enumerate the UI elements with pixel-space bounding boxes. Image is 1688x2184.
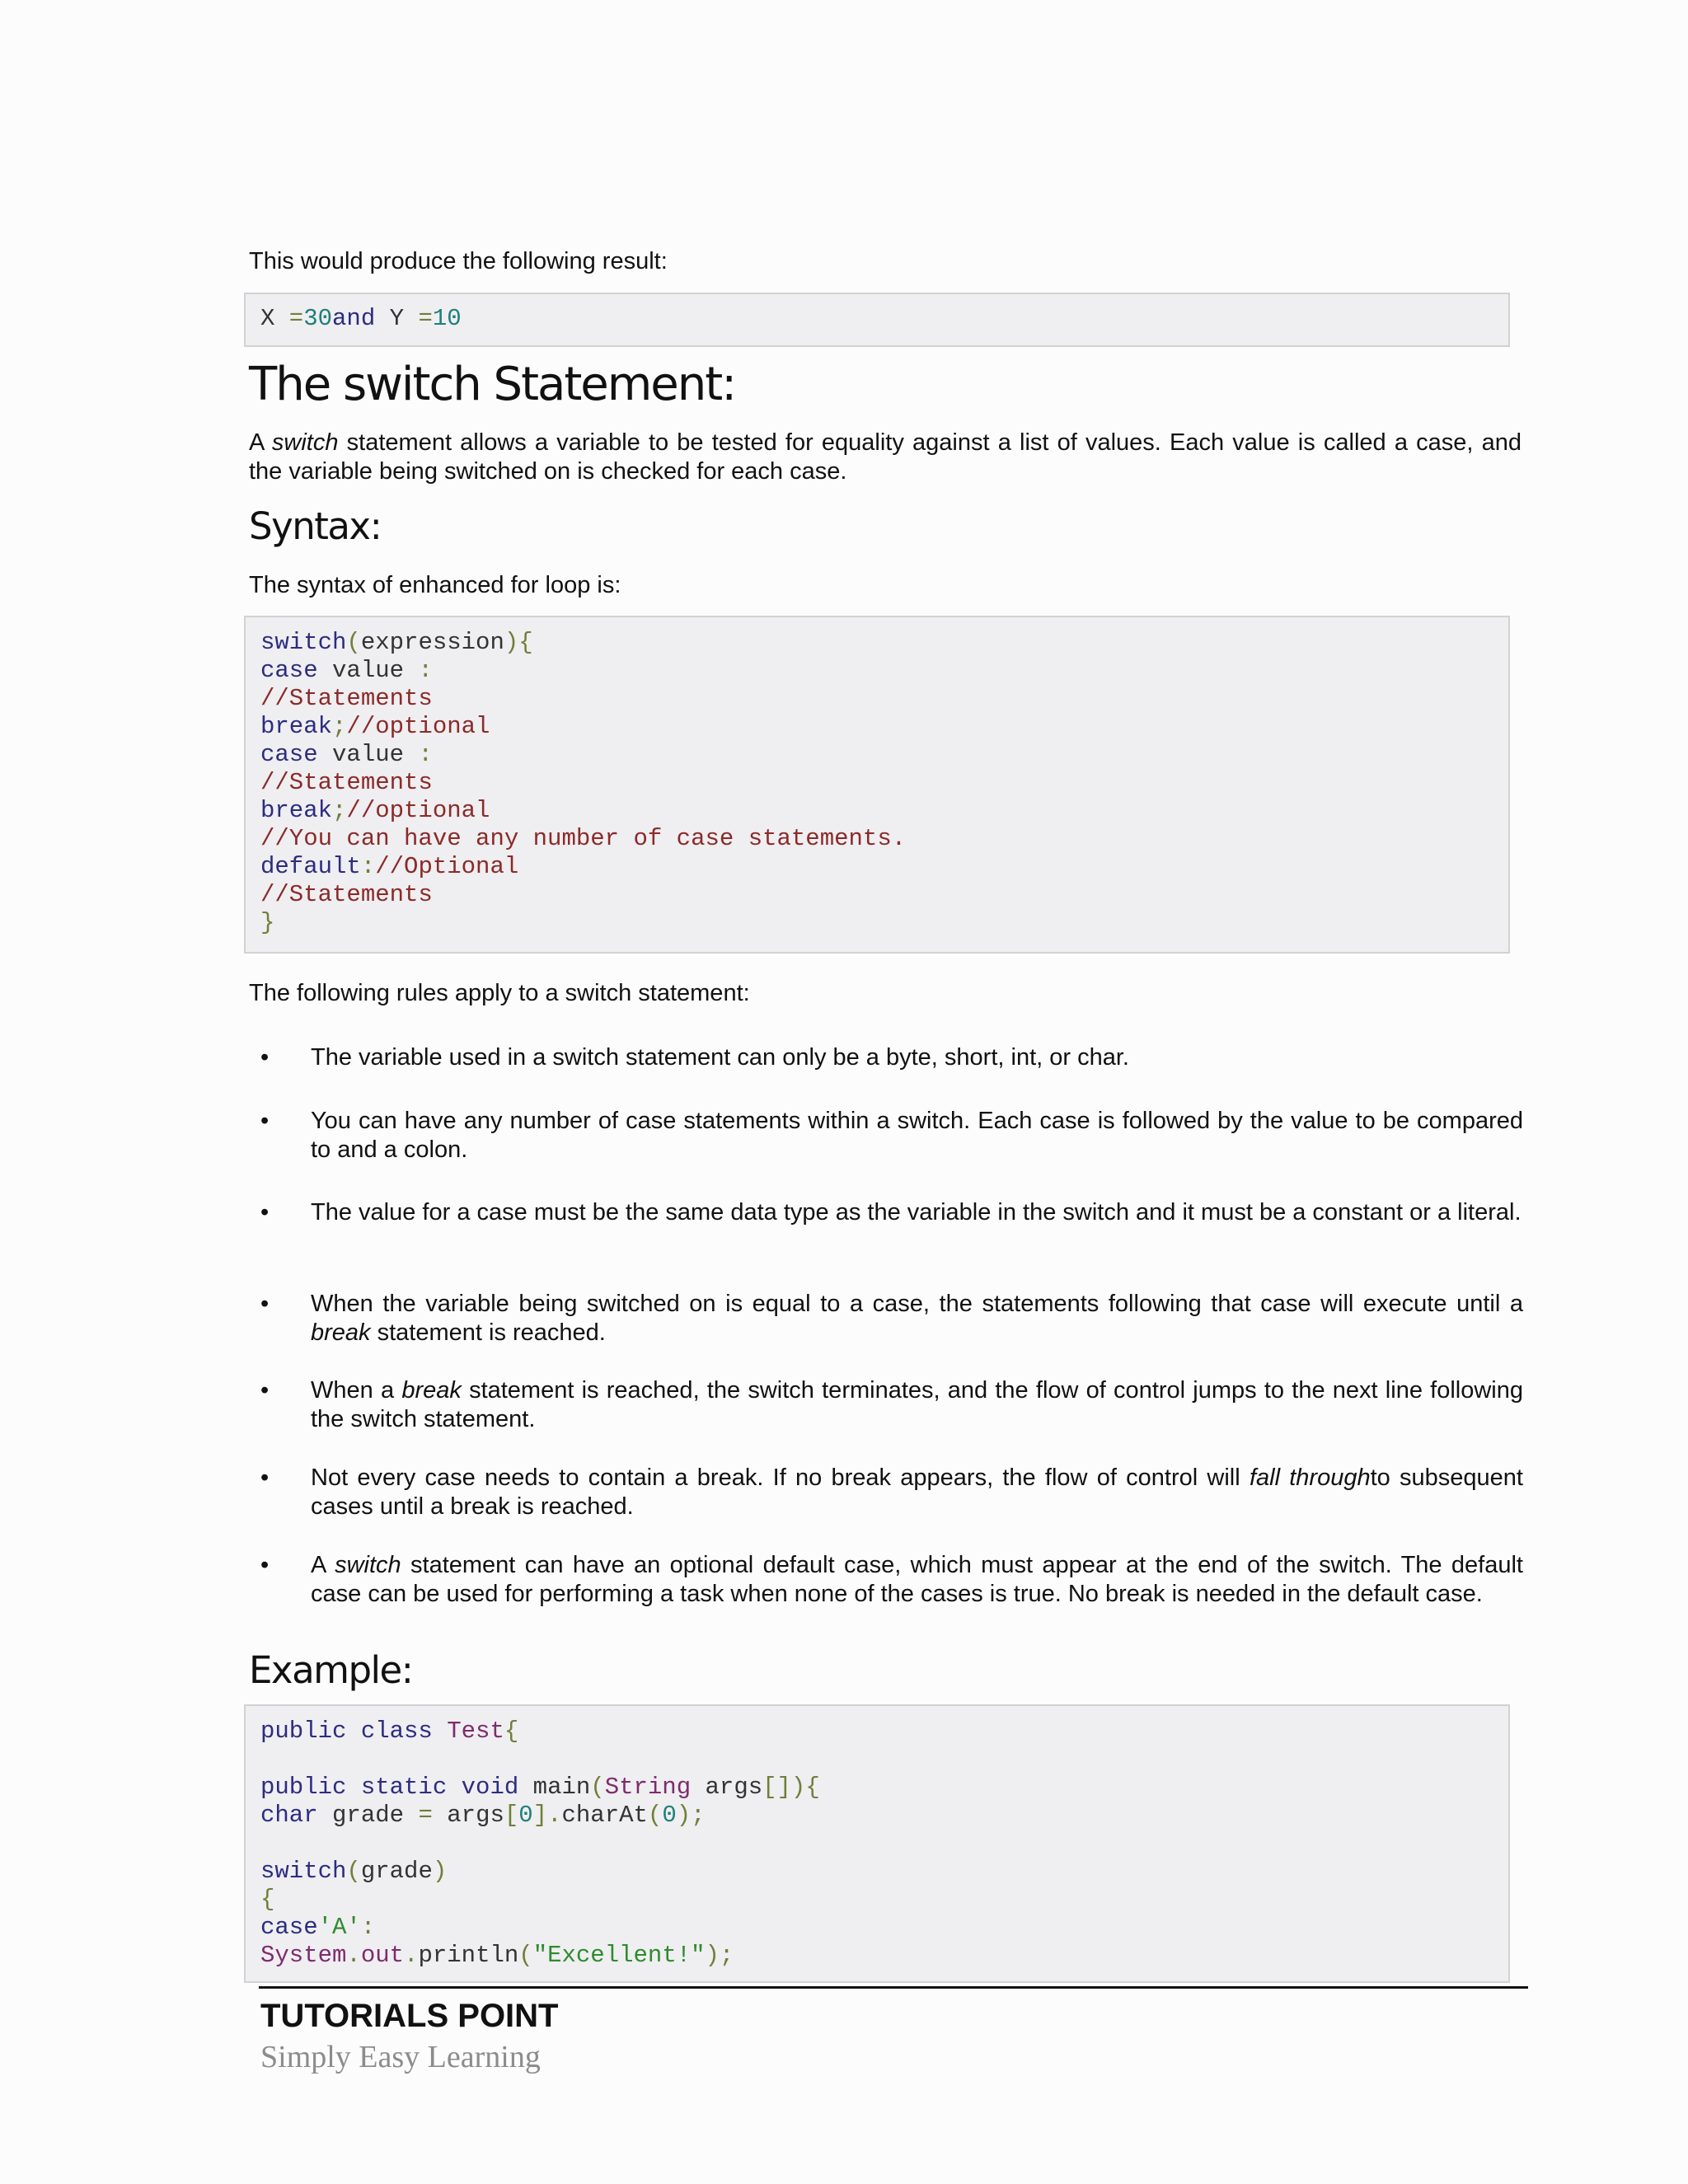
code-token: expression <box>360 629 504 656</box>
code-token: ; <box>332 797 347 824</box>
intro-text: This would produce the following result: <box>249 248 668 274</box>
code-token: //Statements <box>260 881 433 908</box>
code-token: //optional <box>346 713 490 740</box>
code-token: main <box>518 1774 591 1801</box>
code-token: String <box>604 1774 692 1801</box>
list-item-text <box>311 1376 1523 1434</box>
code-token: default <box>260 853 361 880</box>
code-token: Test <box>432 1718 504 1745</box>
code-token: //optional <box>346 797 490 824</box>
code-token: switch <box>260 1858 347 1885</box>
code-token: ); <box>676 1802 706 1829</box>
bullet-icon: • <box>260 1465 270 1491</box>
section-title: The switch Statement: <box>249 358 736 411</box>
code-token: switch <box>260 629 347 656</box>
code-token: 'A' <box>317 1914 361 1941</box>
code-token: ); <box>705 1942 734 1969</box>
text-run: A <box>249 429 272 456</box>
list-item-text: You can have any number of case statements within a switch. Each case is followed by the value to be compared to and a colon. <box>311 1108 1523 1163</box>
code-token: ( <box>346 1858 361 1885</box>
code-token: ( <box>647 1802 663 1829</box>
code-token: X <box>260 305 275 332</box>
code-token: = <box>274 305 304 332</box>
bullet-icon: • <box>260 1291 270 1317</box>
bullet-icon: • <box>260 1199 270 1226</box>
code-token: grade <box>360 1858 433 1885</box>
code-token: = <box>418 1802 433 1829</box>
code-token: } <box>260 909 275 936</box>
code-token: case <box>260 741 318 768</box>
list-item-text: The variable used in a switch statement can only be a byte, short, int, or char. <box>311 1044 1129 1071</box>
switch-description <box>249 429 1522 486</box>
footer-brand: TUTORIALS POINT <box>260 1998 559 2034</box>
text-run: statement can have an optional default case, which must appear at the end of the switch. The default case can be used for performing a task when none of the cases is true. No break is needed in the default case. <box>311 1552 1523 1607</box>
code-token: : <box>418 657 433 684</box>
code-token: charAt <box>561 1802 648 1829</box>
code-token: ( <box>518 1942 533 1969</box>
text-run-emphasis: fall through <box>1249 1465 1371 1491</box>
code-token: ]. <box>532 1802 562 1829</box>
code-token: public class <box>260 1718 433 1745</box>
code-token: value <box>317 657 419 684</box>
example-code-block <box>244 1704 1510 1983</box>
code-token: ) <box>432 1858 448 1885</box>
code-token: out <box>360 1942 405 1969</box>
code-token: . <box>346 1942 361 1969</box>
text-run-emphasis: break <box>311 1319 371 1346</box>
bullet-icon: • <box>260 1552 270 1578</box>
bullet-icon: • <box>260 1108 270 1134</box>
code-token: break <box>260 713 333 740</box>
text-run: Not every case needs to contain a break. If no break appears, the flow of control will <box>311 1465 1250 1491</box>
code-token: case <box>260 1914 318 1941</box>
bullet-icon: • <box>260 1044 270 1071</box>
code-token: grade <box>317 1802 419 1829</box>
code-token: char <box>260 1802 318 1829</box>
list-item-text <box>311 1464 1523 1521</box>
text-run: When the variable being switched on is equal to a case, the statements following that case will execute until a <box>311 1291 1523 1317</box>
example-heading: Example: <box>249 1648 413 1692</box>
code-token: = <box>404 305 433 332</box>
code-token: break <box>260 797 333 824</box>
code-token: case <box>260 657 318 684</box>
rules-intro: The following rules apply to a switch statement: <box>249 980 750 1006</box>
result-code-block <box>244 293 1510 347</box>
code-token: ( <box>590 1774 605 1801</box>
text-run: statement is reached, the switch terminates, and the flow of control jumps to the next line following the switch statement. <box>311 1377 1523 1432</box>
code-token: ){ <box>504 629 533 656</box>
code-token: args <box>432 1802 504 1829</box>
syntax-code-block <box>244 616 1510 954</box>
text-run: When a <box>311 1377 402 1404</box>
code-token: 30 <box>303 305 333 332</box>
text-run-emphasis: switch <box>335 1552 401 1578</box>
list-item-text <box>311 1551 1523 1609</box>
text-run: statement is reached. <box>370 1319 606 1346</box>
code-token: Y <box>375 305 405 332</box>
code-token: //Statements <box>260 685 433 712</box>
syntax-heading: Syntax: <box>249 504 382 548</box>
text-run-emphasis: switch <box>271 429 339 456</box>
code-token: System <box>260 1942 347 1969</box>
code-token: public static void <box>260 1774 519 1801</box>
code-token: //Optional <box>375 853 519 880</box>
code-token: println <box>418 1942 519 1969</box>
footer-tagline: Simply Easy Learning <box>260 2040 541 2074</box>
footer-divider <box>259 1986 1528 1989</box>
code-token: : <box>360 853 376 880</box>
code-token: //Statements <box>260 769 433 796</box>
code-token: 10 <box>432 305 462 332</box>
list-item-text: The value for a case must be the same data type as the variable in the switch and it must be a constant or a literal. <box>311 1199 1522 1226</box>
code-token: //You can have any number of case statements. <box>260 825 907 852</box>
code-token: [ <box>504 1802 519 1829</box>
code-token: ; <box>332 713 347 740</box>
code-token: "Excellent!" <box>532 1942 706 1969</box>
text-run: statement allows a variable to be tested for equality against a list of values. Each value is called a case, and the variable being switched on is checked for each case. <box>249 429 1522 485</box>
code-token: : <box>360 1914 376 1941</box>
code-token: 0 <box>518 1802 533 1829</box>
code-token: { <box>504 1718 519 1745</box>
code-token: value <box>317 741 419 768</box>
text-run: A <box>311 1552 335 1578</box>
bullet-icon: • <box>260 1377 270 1404</box>
list-item-text <box>311 1290 1523 1347</box>
code-token: ( <box>346 629 361 656</box>
code-token: and <box>332 305 376 332</box>
code-token: []){ <box>762 1774 820 1801</box>
code-token: . <box>404 1942 419 1969</box>
text-run-emphasis: break <box>401 1377 462 1404</box>
code-token: 0 <box>662 1802 677 1829</box>
code-token: args <box>691 1774 763 1801</box>
code-token: { <box>260 1886 275 1913</box>
syntax-intro: The syntax of enhanced for loop is: <box>249 572 621 598</box>
text-run: to subsequent cases until a break is reached. <box>311 1465 1523 1520</box>
code-token: : <box>418 741 433 768</box>
